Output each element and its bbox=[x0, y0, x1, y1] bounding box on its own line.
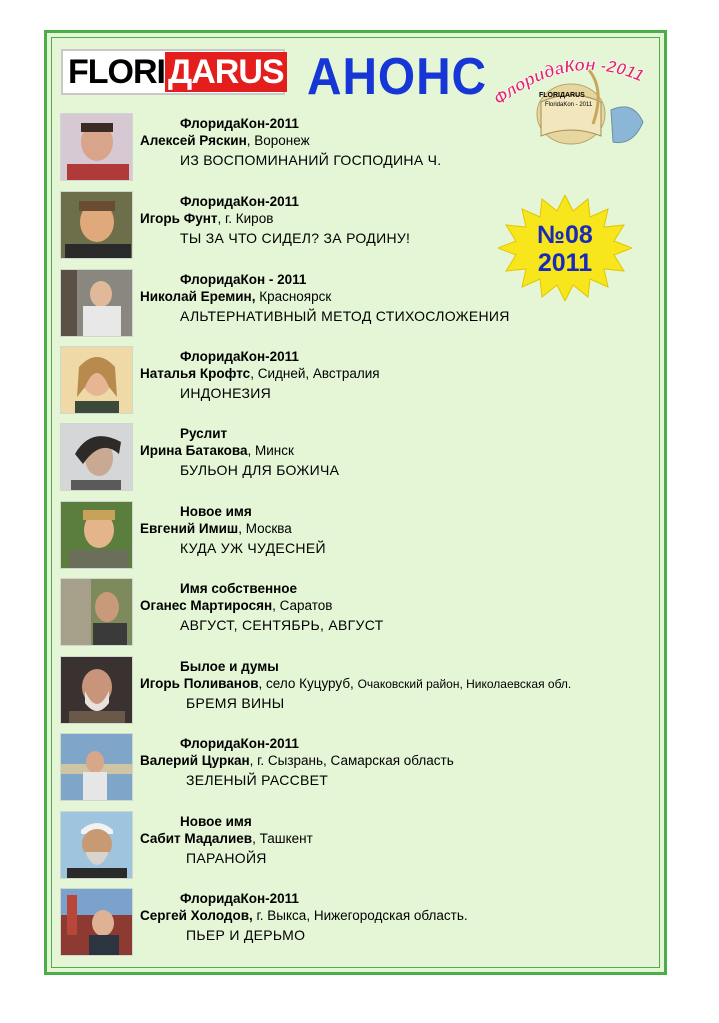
announcement-entry bbox=[0, 888, 719, 960]
entry-rubric: Имя собственное bbox=[180, 581, 298, 596]
entry-rubric: Руслит bbox=[180, 426, 228, 441]
entry-author-line bbox=[140, 443, 294, 458]
entry-rubric: ФлоридаКон-2011 bbox=[180, 891, 299, 906]
entry-author-line bbox=[140, 908, 468, 923]
entry-place: , г. Киров bbox=[217, 211, 274, 226]
entry-author: Алексей Ряскин bbox=[140, 133, 247, 148]
entry-title: ПЬЕР И ДЕРЬМО bbox=[186, 927, 306, 943]
entry-place: , Воронеж bbox=[246, 133, 310, 148]
entry-place: , Саратов bbox=[272, 598, 333, 613]
entry-title: ИНДОНЕЗИЯ bbox=[180, 385, 272, 401]
entry-rubric: ФлоридаКон-2011 bbox=[180, 194, 299, 209]
author-photo bbox=[60, 191, 133, 259]
entry-place: , Ташкент bbox=[252, 831, 313, 846]
entry-author-line bbox=[140, 366, 380, 381]
author-photo bbox=[60, 113, 133, 181]
entry-rubric: Новое имя bbox=[180, 814, 252, 829]
entry-author: Валерий Цуркан bbox=[140, 753, 250, 768]
entry-place: , Сидней, Австралия bbox=[250, 366, 380, 381]
entry-author: Ирина Батакова bbox=[140, 443, 248, 458]
author-photo bbox=[60, 578, 133, 646]
announcement-entry bbox=[0, 423, 719, 495]
emblem-arc-text: лоридаКон -2011 bbox=[501, 55, 647, 102]
announcement-entry bbox=[0, 269, 719, 341]
author-photo bbox=[60, 733, 133, 801]
author-photo bbox=[60, 811, 133, 879]
entry-title: ТЫ ЗА ЧТО СИДЕЛ? ЗА РОДИНУ! bbox=[180, 230, 411, 246]
entry-place: Красноярск bbox=[255, 289, 332, 304]
entry-author-line bbox=[140, 598, 332, 613]
entry-place: , Москва bbox=[238, 521, 292, 536]
entry-rubric: ФлоридаКон-2011 bbox=[180, 349, 299, 364]
entry-rubric: Былое и думы bbox=[180, 659, 279, 674]
entry-title: БРЕМЯ ВИНЫ bbox=[186, 695, 285, 711]
entry-title: БУЛЬОН ДЛЯ БОЖИЧА bbox=[180, 462, 340, 478]
entry-place: , село Куцуруб, bbox=[258, 676, 358, 691]
entry-author: Сергей Холодов, bbox=[140, 908, 253, 923]
entry-author: Николай Еремин, bbox=[140, 289, 256, 304]
page-title: АНОНС bbox=[307, 48, 488, 106]
entry-place: г. Выкса, Нижегородская область. bbox=[252, 908, 468, 923]
issue-year: 2011 bbox=[537, 249, 593, 277]
entry-rubric: Новое имя bbox=[180, 504, 252, 519]
entry-title: АВГУСТ, СЕНТЯБРЬ, АВГУСТ bbox=[180, 617, 384, 633]
entry-title: ПАРАНОЙЯ bbox=[186, 850, 267, 866]
author-photo bbox=[60, 888, 133, 956]
author-photo bbox=[60, 346, 133, 414]
issue-number: №08 bbox=[537, 221, 593, 249]
entry-title: ЗЕЛЕНЫЙ РАССВЕТ bbox=[186, 772, 329, 788]
entry-author-line bbox=[140, 211, 273, 226]
author-photo bbox=[60, 269, 133, 337]
entry-author: Наталья Крофтс bbox=[140, 366, 251, 381]
entry-author: Оганес Мартиросян bbox=[140, 598, 273, 613]
floridarus-logo bbox=[61, 49, 285, 95]
logo-text-red: ДАRUS bbox=[165, 52, 287, 92]
entry-author: Игорь Поливанов bbox=[140, 676, 259, 691]
entry-author: Игорь Фунт bbox=[140, 211, 218, 226]
entry-author-line bbox=[140, 521, 292, 536]
entry-author-line bbox=[140, 133, 310, 148]
announcement-entry bbox=[0, 501, 719, 573]
announcement-entry bbox=[0, 656, 719, 728]
entry-title: КУДА УЖ ЧУДЕСНЕЙ bbox=[180, 540, 326, 556]
entry-rubric: ФлоридаКон-2011 bbox=[180, 736, 299, 751]
entry-rubric: ФлоридаКон - 2011 bbox=[180, 272, 307, 287]
announcement-entry bbox=[0, 811, 719, 883]
entry-author-line bbox=[140, 753, 454, 768]
announcement-entry bbox=[0, 578, 719, 650]
author-photo bbox=[60, 423, 133, 491]
announcement-entry bbox=[0, 733, 719, 805]
entry-title: АЛЬТЕРНАТИВНЫЙ МЕТОД СТИХОСЛОЖЕНИЯ bbox=[180, 308, 510, 324]
entry-place: , г. Сызрань, Самарская область bbox=[249, 753, 454, 768]
entry-rubric: ФлоридаКон-2011 bbox=[180, 116, 299, 131]
entry-title: ИЗ ВОСПОМИНАНИЙ ГОСПОДИНА Ч. bbox=[180, 152, 442, 168]
author-photo bbox=[60, 656, 133, 724]
logo-text-black: FLORI bbox=[68, 52, 165, 91]
announcement-entry bbox=[0, 191, 719, 263]
entry-author-line bbox=[140, 289, 331, 304]
entry-place: , Минск bbox=[247, 443, 294, 458]
entry-author: Сабит Мадалиев bbox=[140, 831, 253, 846]
emblem-small-logo: FLORIДАRUS bbox=[539, 92, 585, 99]
entry-author-line bbox=[140, 676, 571, 691]
entry-author-line bbox=[140, 831, 313, 846]
entry-author: Евгений Имиш bbox=[140, 521, 239, 536]
announcement-entry bbox=[0, 113, 719, 185]
author-photo bbox=[60, 501, 133, 569]
announcement-entry bbox=[0, 346, 719, 418]
emblem-small-text: FloridaKon - 2011 bbox=[545, 102, 593, 108]
entry-place-extra: Очаковский район, Николаевская обл. bbox=[357, 677, 572, 691]
